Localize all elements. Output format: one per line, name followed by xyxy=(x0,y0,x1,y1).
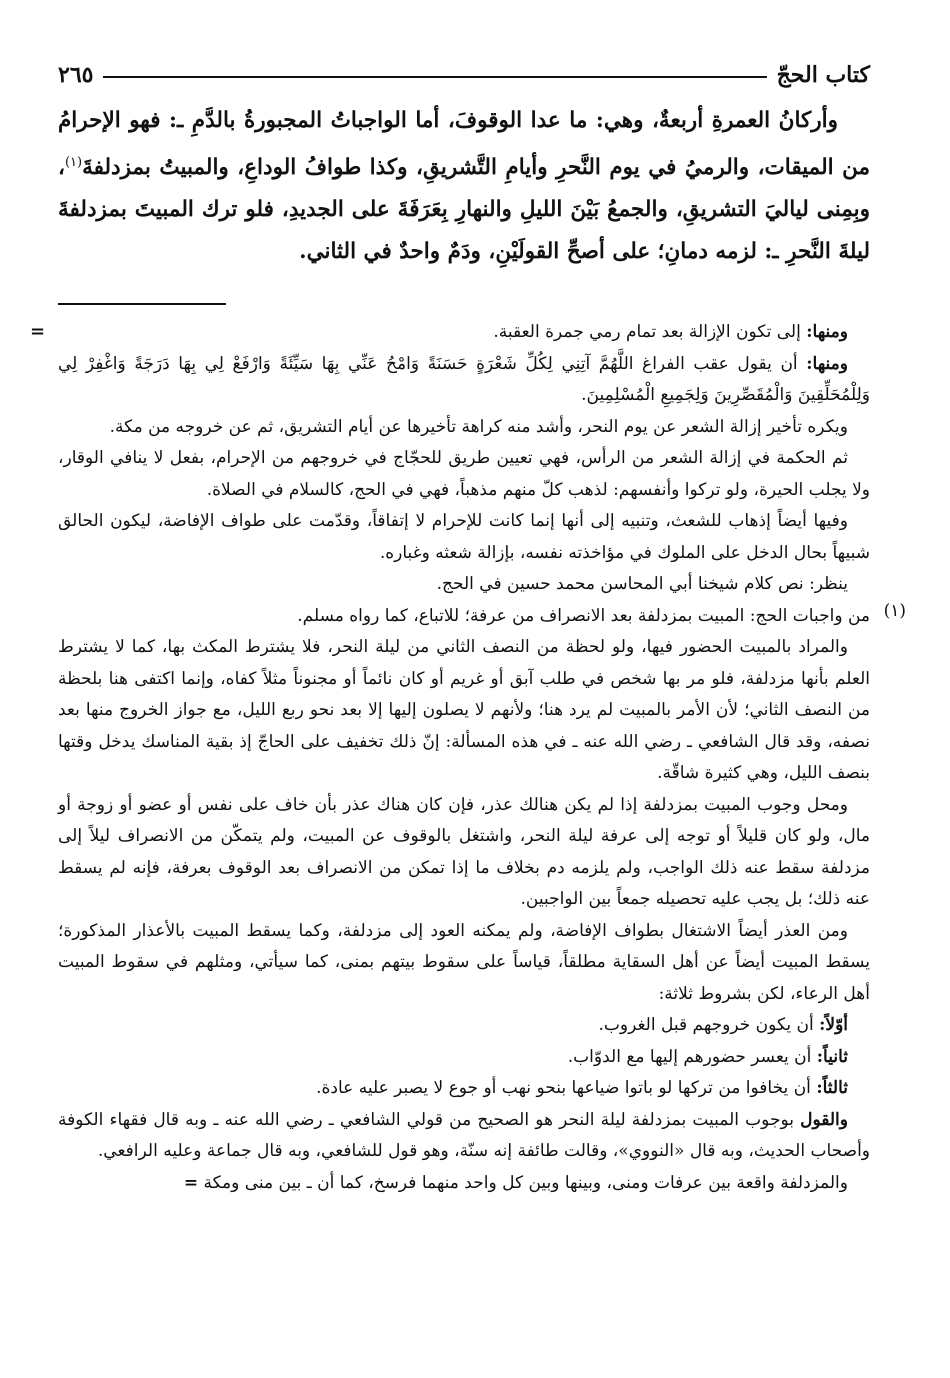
note-line: ثم الحكمة في إزالة الشعر من الرأس، فهي تعيين طريق للحجّاج في خروجهم من الإحرام، بفعل لا ينافي الوقار، ولا يجلب الحيرة، ولو تركوا وأنفسهم: لذهب كلّ منهم مذهباً، فهي في الحج، كالسلام في الصلاة. xyxy=(58,448,870,500)
note-line: ومحل وجوب المبيت بمزدلفة إذا لم يكن هنالك عذر، فإن كان هناك عذر بأن خاف على نفس أو عضو أو زوجة أو مال، ولو كان قليلاً أو توجه إلى عرفة ليلة النحر، واشتغل بالوقوف عن المبيت، ولم يتمكّن من الانصراف ليلاً إلى مزدلفة سقط عنه ذلك الواجب، ولم يلزمه دم بخلاف ما إذا تمكن من الانصراف بعد الوقوف بعرفة، فإنه لم يسقط عنه ذلك؛ بل يجب عليه تحصيله جمعاً بين الواجبين. xyxy=(58,794,870,910)
continuation-marker: = xyxy=(30,321,46,343)
main-text xyxy=(58,100,870,273)
note-line: ويكره تأخير إزالة الشعر عن يوم النحر، وأشد منه كراهة تأخيرها عن أيام التشريق، ثم عن خروجه من مكة. xyxy=(109,416,848,437)
note-line: ومن العذر أيضاً الاشتغال بطواف الإفاضة، ولم يمكنه العود إلى مزدلفة، وكما يسقط المبيت بالأعذار المذكورة؛ يسقط المبيت أيضاً عن أهل السقاية مطلقاً، قياساً على سقوط بيتهم بمنى، كما سيأتي، ومثلهم في سقوط المبيت أهل الرعاء، لكن بشروط ثلاثة: xyxy=(58,920,870,1004)
condition-line: أوّلاً: أن يكون خروجهم قبل الغروب. xyxy=(598,1015,848,1036)
note-line: والقول بوجوب المبيت بمزدلفة ليلة النحر هو الصحيح من قولي الشافعي ـ رضي الله عنه ـ وبه قال فقهاء الكوفة وأصحاب الحديث، وبه قال «النووي»، وقالت طائفة إنه سنّة، وهو قول للشافعي، وبه قال جماعة وعليه الرافعي. xyxy=(58,1109,870,1162)
note-line: والمزدلفة واقعة بين عرفات ومنى، وبينها وبين كل واحد منهما فرسخ، كما أن ـ بين منى ومكة = xyxy=(183,1172,848,1193)
note-line: وفيها أيضاً إذهاب للشعث، وتنبيه إلى أنها إنما كانت للإحرام لا إتفاقاً، وقدّمت على طواف الإفاضة، ليكون الحالق شبيهاً بحال الدخل على الملوك في مؤاخذته نفسه، بإزالة شعثه وغباره. xyxy=(58,511,870,563)
footnote-1 xyxy=(58,600,906,1200)
book-page xyxy=(30,58,906,1358)
condition-line: ثالثاً: أن يخافوا من تركها لو باتوا ضياعها بنحو نهب أو جوع لا يصبر عليه عادة. xyxy=(316,1078,848,1099)
footnote-ref-1: (١) xyxy=(64,155,83,170)
condition-line: ثانياً: أن يعسر حضورهم إليها مع الدوّاب. xyxy=(567,1046,848,1067)
footnote-divider xyxy=(58,303,226,305)
page-number: ٢٦٥ xyxy=(58,62,94,88)
footnotes xyxy=(30,317,906,1199)
chapter-title: كتاب الحجّ xyxy=(776,62,870,88)
header-rule xyxy=(103,76,766,78)
running-header xyxy=(58,58,870,92)
footnote-label-1: (١) xyxy=(883,600,906,621)
continuation-end-marker: = xyxy=(183,1172,199,1193)
note-line: ينظر: نص كلام شيخنا أبي المحاسن محمد حسين في الحج. xyxy=(436,574,848,595)
note-line: والمراد بالمبيت الحضور فيها، ولو لحظة من النصف الثاني من ليلة النحر، فلا يشترط المكث بها، كما لا يشترط العلم بأنها مزدلفة، فلو مر بها شخص في طلب آبق أو غريم أو كان نائماً أو مجنوناً مثلاً كفاه، وإنما اكتفى هنا بلحظة من النصف الثاني؛ لأن الأمر بالمبيت لم يرد هنا؛ ولأنهم لا يصلون إليها إلا بعد نحو ربع الليل، مع جواز الخروج منها بعد نصفه، وقد قال الشافعي ـ رضي الله عنه ـ في هذه المسألة: إنّ ذلك تخفيف على الحاجّ إذ بقية المناسك يدخل وقتها بنصف الليل، وهي كثيرة شاقّة. xyxy=(58,637,870,784)
note-line: ومنها: أن يقول عقب الفراغ اللَّهُمَّ آتِنِي لِكُلِّ شَعْرَةٍ حَسَنَةً وَامْحُ عَنِّي بِهَا سَيِّئَةً وَارْفَعْ لِي بِهَا دَرَجَةً وَاغْفِرْ لِي وَلِلْمُحَلِّقِينَ وَالْمُقَصِّرِينَ وَلِجَمِيعِ الْمُسْلِمِينَ. xyxy=(58,353,870,406)
note-line: من واجبات الحج: المبيت بمزدلفة بعد الانصراف من عرفة؛ للاتباع، كما رواه مسلم. xyxy=(297,605,870,626)
note-line: ومنها: إلى تكون الإزالة بعد تمام رمي جمرة العقبة. xyxy=(493,322,848,343)
main-paragraph: وأركانُ العمرةِ أربعةٌ، وهي: ما عدا الوقوفَ، أما الواجباتُ المجبورةُ بالدَّمِ ـ: فهو الإحرامُ من الميقات، والرميُ في يوم النَّحرِ وأيامِ التَّشريقِ، وكذا طوافُ الوداعِ، والمبيتُ بمزدلفةَ$^{(١)}$، وبِمِنى لياليَ التشريقِ، والجمعُ بَيْنَ الليلِ والنهارِ بِعَرَفَةَ على الجديدِ، فلو ترك المبيتَ بمزدلفةَ ليلةَ النَّحرِ ـ: لزمه دمانِ؛ على أصحِّ القولَيْنِ، ودَمٌ واحدٌ في الثاني. xyxy=(58,108,870,265)
